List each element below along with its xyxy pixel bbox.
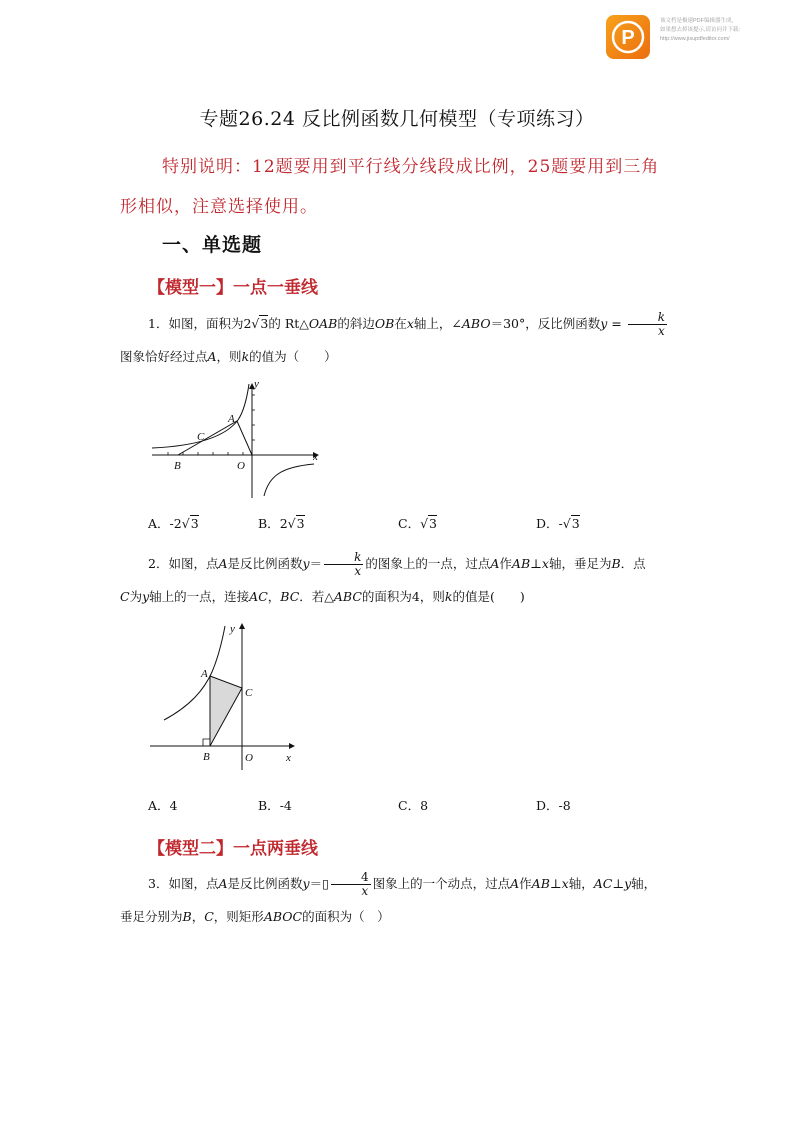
hyperbola-branch-right: [264, 464, 314, 496]
model-heading: 【模型二】一点两垂线: [148, 839, 318, 859]
app-logo: [606, 15, 650, 59]
pdf-editor-logo-icon: [606, 15, 650, 59]
special-note-line: 形相似，注意选择使用。: [120, 197, 318, 217]
label-x: x: [313, 451, 318, 463]
figure-1: [148, 378, 328, 503]
option-a[interactable]: A．-2√3: [148, 516, 199, 531]
right-angle-mark: [203, 739, 210, 746]
fraction-4-over-x: $\frac{4}{x}$: [331, 871, 371, 898]
fraction-k-over-x: $\frac{k}{x}$: [628, 311, 667, 338]
triangle-oab: [178, 421, 252, 455]
label-c: C: [245, 687, 253, 699]
label-b: B: [174, 460, 181, 472]
option-a[interactable]: A．4: [148, 798, 178, 813]
special-note: [120, 147, 690, 227]
label-y: y: [230, 623, 235, 635]
watermark-note: [660, 17, 790, 44]
question-2: [120, 547, 680, 613]
figure-2: [148, 618, 308, 778]
option-b[interactable]: B．-4: [258, 798, 292, 813]
option-c[interactable]: C．8: [398, 798, 429, 813]
label-y: y: [254, 378, 259, 390]
question-1-line-1: 1．如图，面积为2√3的 Rt△OAB的斜边OB在x轴上，∠ABO＝30°，反比例函数y = $\frac{k}{x}$: [148, 310, 666, 338]
question-3-line-2: 垂足分别为B，C，则矩形ABOC的面积为（ ）: [120, 909, 390, 924]
triangle-abc: [210, 676, 242, 746]
label-b: B: [203, 751, 210, 763]
watermark-line: 如果想去掉该提示,请访问并下载:: [660, 27, 741, 33]
label-a: A: [201, 668, 208, 680]
special-note-line: 特别说明：12题要用到平行线分线段成比例，25题要用到三角: [162, 157, 660, 177]
section-title: 一、单选题: [162, 234, 263, 256]
question-2-line-2: C为y轴上的一点，连接AC，BC．若△ABC的面积为4，则k的值是( ): [120, 589, 525, 604]
model-heading: 【模型一】一点一垂线: [148, 278, 318, 298]
label-o: O: [245, 752, 253, 764]
watermark-line: 该文档是极速PDF编辑器生成,: [660, 18, 734, 24]
option-b[interactable]: B．2√3: [258, 516, 305, 531]
label-a: A: [228, 413, 235, 425]
label-c: C: [197, 431, 205, 443]
question-1: [120, 307, 680, 373]
question-3-line-1: 3．如图，点A是反比例函数y＝▯ $\frac{4}{x}$ 图象上的一个动点，过点A作AB⊥x轴，AC⊥y轴，: [148, 870, 657, 898]
question-2-line-1: 2．如图，点A是反比例函数y＝ $\frac{k}{x}$ 的图象上的一点，过点A作AB⊥x轴，垂足为B．点: [148, 550, 646, 578]
option-d[interactable]: D．-8: [536, 798, 571, 813]
page-title: 专题26.24 反比例函数几何模型（专项练习）: [199, 108, 595, 130]
question-3: [120, 867, 680, 933]
watermark-line: http://www.jisupdfeditor.com/: [660, 36, 730, 42]
option-d[interactable]: D．-√3: [536, 516, 580, 531]
label-o: O: [237, 460, 245, 472]
fraction-k-over-x: $\frac{k}{x}$: [324, 551, 363, 578]
question-1-line-2: 图象恰好经过点A，则k的值为（ ）: [120, 349, 337, 364]
axis-ticks: [168, 395, 255, 455]
option-c[interactable]: C．√3: [398, 516, 437, 531]
logo-letter: P: [621, 27, 635, 49]
label-x: x: [286, 752, 291, 764]
